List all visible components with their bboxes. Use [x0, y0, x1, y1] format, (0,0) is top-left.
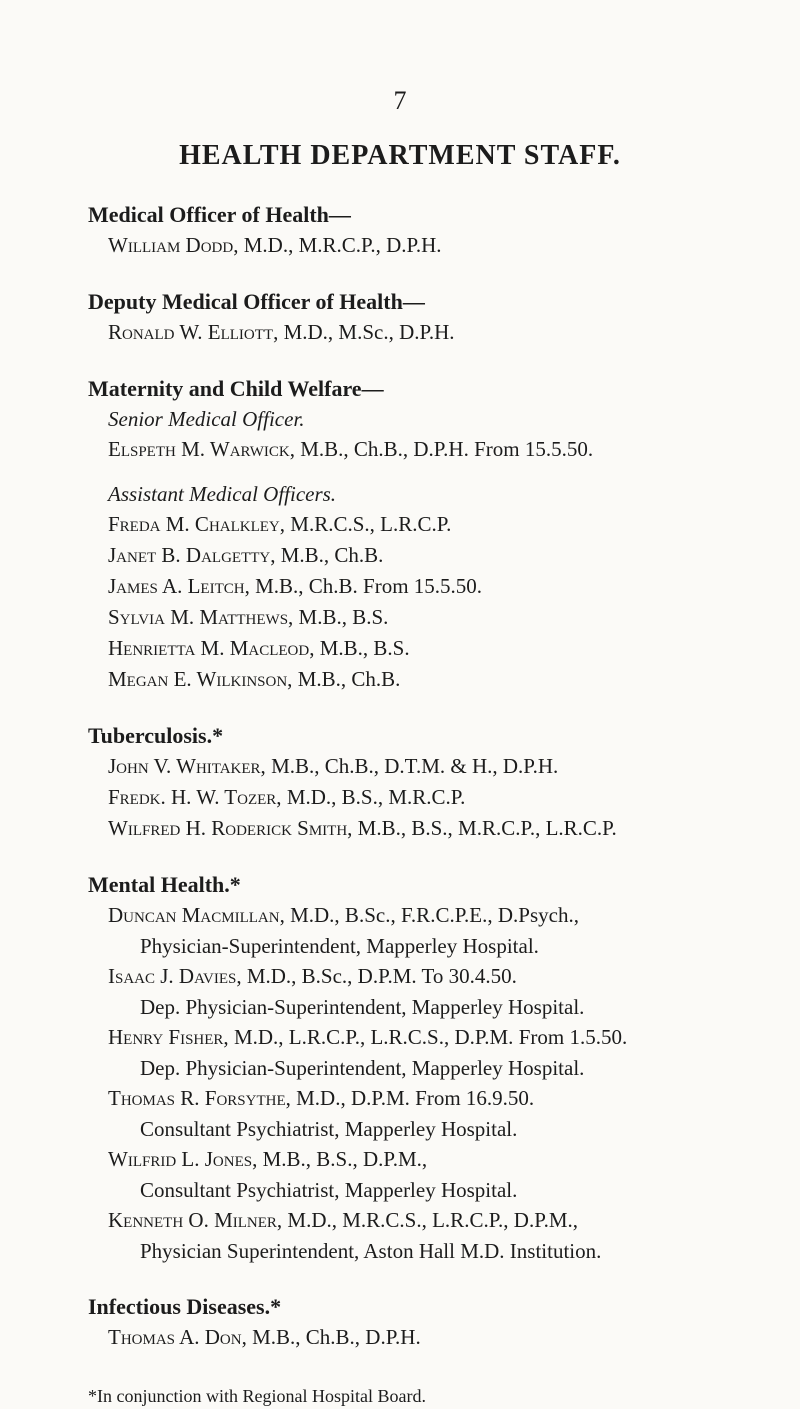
- staff-name: Ronald W. Elliott,: [108, 320, 279, 344]
- staff-name: Henry Fisher,: [108, 1025, 229, 1049]
- staff-entry: [88, 434, 800, 465]
- staff-role: Dep. Physician-Superintendent, Mapperley Hospital.: [140, 995, 585, 1019]
- staff-entry: [88, 961, 800, 992]
- staff-entry: [88, 1205, 800, 1236]
- staff-date-note: From 15.5.50.: [474, 437, 594, 461]
- staff-qualifications: M.B., Ch.B., D.P.H.: [300, 437, 469, 461]
- staff-qualifications: M.B., Ch.B.: [297, 667, 401, 691]
- page-number: 7: [393, 86, 407, 115]
- staff-qualifications: M.B., Ch.B.: [255, 574, 358, 598]
- staff-qualifications: M.B., Ch.B., D.T.M. & H., D.P.H.: [271, 754, 559, 778]
- staff-name: William Dodd,: [108, 233, 239, 257]
- staff-entry: [88, 509, 800, 540]
- staff-name: Sylvia M. Matthews,: [108, 605, 294, 629]
- staff-role: Consultant Psychiatrist, Mapperley Hospital.: [140, 1178, 518, 1202]
- staff-entry: [88, 540, 800, 571]
- staff-qualifications: M.D., M.Sc., D.P.H.: [283, 320, 455, 344]
- staff-date-note: From 15.5.50.: [363, 574, 483, 598]
- staff-name: Thomas A. Don,: [108, 1325, 247, 1349]
- staff-name: Kenneth O. Milner,: [108, 1208, 283, 1232]
- staff-qualifications: M.B., B.S.: [298, 605, 389, 629]
- footnote: *In conjunction with Regional Hospital Board.: [88, 1386, 426, 1406]
- staff-entry: [88, 751, 800, 782]
- subheading-assistants: Assistant Medical Officers.: [108, 482, 337, 506]
- staff-role: Dep. Physician-Superintendent, Mapperley Hospital.: [140, 1056, 585, 1080]
- staff-qualifications: M.D., M.R.C.P., D.P.H.: [243, 233, 442, 257]
- staff-qualifications: M.D., B.Sc., F.R.C.P.E., D.Psych.,: [290, 903, 579, 927]
- section-heading-tuberculosis: Tuberculosis.*: [88, 723, 224, 748]
- section-heading-mental-health: Mental Health.*: [88, 872, 241, 897]
- staff-entry: [88, 782, 800, 813]
- staff-entry: [88, 1083, 800, 1114]
- section-heading-moh: Medical Officer of Health—: [88, 202, 351, 227]
- staff-qualifications: M.B., B.S., M.R.C.P., L.R.C.P.: [357, 816, 617, 840]
- staff-date-note: To 30.4.50.: [421, 964, 517, 988]
- staff-qualifications: M.B., B.S., D.P.M.,: [262, 1147, 428, 1171]
- staff-name: James A. Leitch,: [108, 574, 250, 598]
- staff-date-note: From 1.5.50.: [518, 1025, 628, 1049]
- staff-name: Freda M. Chalkley,: [108, 512, 286, 536]
- staff-qualifications: M.B., Ch.B., D.P.H.: [252, 1325, 421, 1349]
- staff-entry: [88, 633, 800, 664]
- staff-qualifications: M.R.C.S., L.R.C.P.: [290, 512, 452, 536]
- staff-entry: [88, 602, 800, 633]
- staff-entry: [88, 900, 800, 931]
- staff-name: Megan E. Wilkinson,: [108, 667, 293, 691]
- staff-qualifications: M.D., D.P.M.: [296, 1086, 410, 1110]
- section-heading-dmoh: Deputy Medical Officer of Health—: [88, 289, 425, 314]
- staff-role: Consultant Psychiatrist, Mapperley Hospital.: [140, 1117, 518, 1141]
- staff-entry: [88, 664, 800, 695]
- page-title: HEALTH DEPARTMENT STAFF.: [179, 140, 621, 171]
- subheading-senior: Senior Medical Officer.: [108, 407, 305, 431]
- staff-entry: [88, 1144, 800, 1175]
- staff-entry: [88, 317, 800, 348]
- section-heading-infectious-diseases: Infectious Diseases.*: [88, 1294, 282, 1319]
- staff-name: Fredk. H. W. Tozer,: [108, 785, 282, 809]
- staff-name: Thomas R. Forsythe,: [108, 1086, 291, 1110]
- staff-entry: [88, 571, 800, 602]
- staff-name: Duncan Macmillan,: [108, 903, 285, 927]
- staff-entry: [88, 1322, 800, 1353]
- staff-qualifications: M.D., M.R.C.S., L.R.C.P., D.P.M.,: [287, 1208, 578, 1232]
- section-heading-mcw: Maternity and Child Welfare—: [88, 376, 384, 401]
- staff-name: Wilfred H. Roderick Smith,: [108, 816, 353, 840]
- staff-name: Janet B. Dalgetty,: [108, 543, 276, 567]
- staff-entry: [88, 230, 800, 261]
- staff-name: Wilfrid L. Jones,: [108, 1147, 258, 1171]
- staff-role: Physician Superintendent, Aston Hall M.D. Institution.: [140, 1239, 602, 1263]
- staff-entry: [88, 813, 800, 844]
- staff-entry: [88, 1022, 800, 1053]
- staff-name: John V. Whitaker,: [108, 754, 266, 778]
- staff-name: Henrietta M. Macleod,: [108, 636, 315, 660]
- staff-role: Physician-Superintendent, Mapperley Hospital.: [140, 934, 539, 958]
- staff-date-note: From 16.9.50.: [415, 1086, 535, 1110]
- staff-list: [88, 200, 800, 1409]
- staff-qualifications: M.D., B.Sc., D.P.M.: [246, 964, 417, 988]
- staff-qualifications: M.B., B.S.: [319, 636, 410, 660]
- staff-qualifications: M.D., B.S., M.R.C.P.: [286, 785, 466, 809]
- staff-name: Isaac J. Davies,: [108, 964, 242, 988]
- staff-qualifications: M.B., Ch.B.: [280, 543, 384, 567]
- staff-qualifications: M.D., L.R.C.P., L.R.C.S., D.P.M.: [233, 1025, 514, 1049]
- staff-name: Elspeth M. Warwick,: [108, 437, 295, 461]
